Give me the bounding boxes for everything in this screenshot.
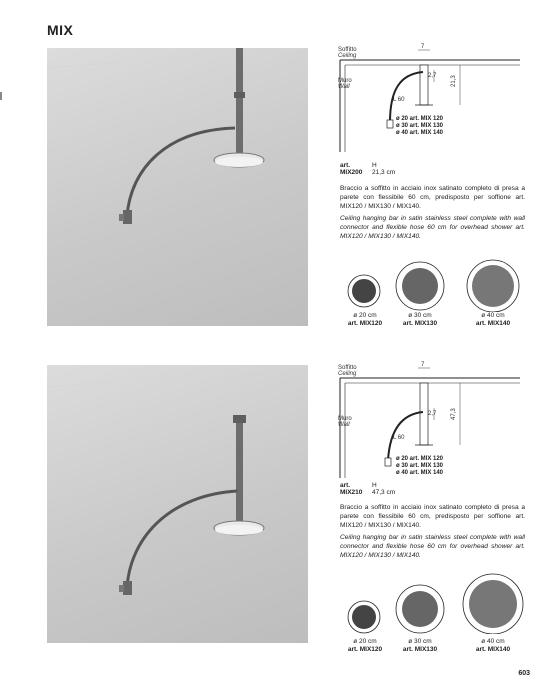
dim-small: 2,7 [428, 411, 437, 417]
diagram-legend-line: ø 40 art. MIX 140 [396, 130, 444, 136]
diagram-legend-line: ø 30 art. MIX 130 [396, 463, 444, 469]
dim-height: 47,3 [451, 408, 457, 420]
swatch-size: ø 40 cm [481, 638, 505, 645]
h-label: H [372, 162, 377, 169]
technical-diagram-mix210 [330, 360, 530, 483]
ceiling-label-en: Ceiling [338, 53, 357, 59]
swatch-size: ø 20 cm [353, 312, 377, 319]
page-title: MIX [47, 22, 74, 38]
product-code: MIX200 [340, 169, 363, 176]
diagram-legend-line: ø 30 art. MIX 130 [396, 123, 444, 129]
wall-label-en: Wall [338, 84, 350, 90]
swatch-art: art. MIX140 [475, 646, 511, 653]
ceiling-label: Soffitto [338, 365, 357, 371]
swatch-art: art. MIX140 [475, 320, 511, 327]
description-english: Ceiling hanging bar in satin stainless steel complete with wall connector and flexible hose 60 cm for overhead shower art. MIX120 / MIX130 / MIX140. [340, 534, 525, 559]
swatch-size: ø 30 cm [408, 312, 432, 319]
shower-head-swatches-mix200 [330, 258, 530, 338]
description-english: Ceiling hanging bar in satin stainless steel complete with wall connector and flexible hose 60 cm for overhead shower art. MIX120 / MIX130 / MIX140. [340, 215, 525, 240]
page-edge-mark [0, 92, 2, 100]
dim-top: 7 [421, 44, 425, 50]
swatch-size: ø 40 cm [481, 312, 505, 319]
technical-diagram-mix200 [330, 42, 530, 157]
diagram-legend-line: ø 20 art. MIX 120 [396, 456, 444, 462]
product-height: 21,3 cm [372, 169, 396, 176]
swatch-caption-30 [385, 638, 455, 654]
swatch-art: art. MIX130 [402, 320, 438, 327]
wall-label: Muro [338, 78, 352, 84]
description-italian: Braccio a soffitto in acciaio inox satinato completo di presa a parete con flessibile 60 cm, predisposto per soffione art. MIX120 / MIX130 / MIX140. [340, 504, 525, 529]
dim-hose: L 60 [393, 97, 405, 103]
dim-top: 7 [421, 362, 425, 368]
shower-head-swatches-mix210 [330, 572, 530, 660]
swatch-size: ø 20 cm [353, 638, 377, 645]
wall-label: Muro [338, 416, 352, 422]
ceiling-label: Soffitto [338, 47, 357, 53]
art-label: art. [340, 162, 351, 169]
dim-height: 21,3 [451, 75, 457, 87]
product-height: 47,3 cm [372, 489, 396, 496]
h-label: H [372, 482, 377, 489]
swatch-art: art. MIX120 [347, 646, 383, 653]
dim-hose: L 60 [393, 435, 405, 441]
spec-header [340, 162, 395, 176]
product-code: MIX210 [340, 489, 363, 496]
wall-label-en: Wall [338, 422, 350, 428]
product-photo-mix210 [47, 365, 308, 643]
swatch-caption-40 [458, 638, 528, 654]
swatch-size: ø 30 cm [408, 638, 432, 645]
page-number: 603 [518, 670, 530, 677]
dim-small: 2,7 [428, 73, 437, 79]
diagram-legend-line: ø 20 art. MIX 120 [396, 116, 444, 122]
swatch-caption-40 [458, 312, 528, 328]
ceiling-label-en: Ceiling [338, 371, 357, 377]
swatch-caption-30 [385, 312, 455, 328]
swatch-art: art. MIX130 [402, 646, 438, 653]
product-photo-mix200 [47, 48, 308, 326]
swatch-art: art. MIX120 [347, 320, 383, 327]
art-label: art. [340, 482, 351, 489]
diagram-legend-line: ø 40 art. MIX 140 [396, 470, 444, 476]
spec-header [340, 482, 395, 496]
description-italian: Braccio a soffitto in acciaio inox satinato completo di presa a parete con flessibile 60 cm, predisposto per soffione art. MIX120 / MIX130 / MIX140. [340, 185, 525, 210]
